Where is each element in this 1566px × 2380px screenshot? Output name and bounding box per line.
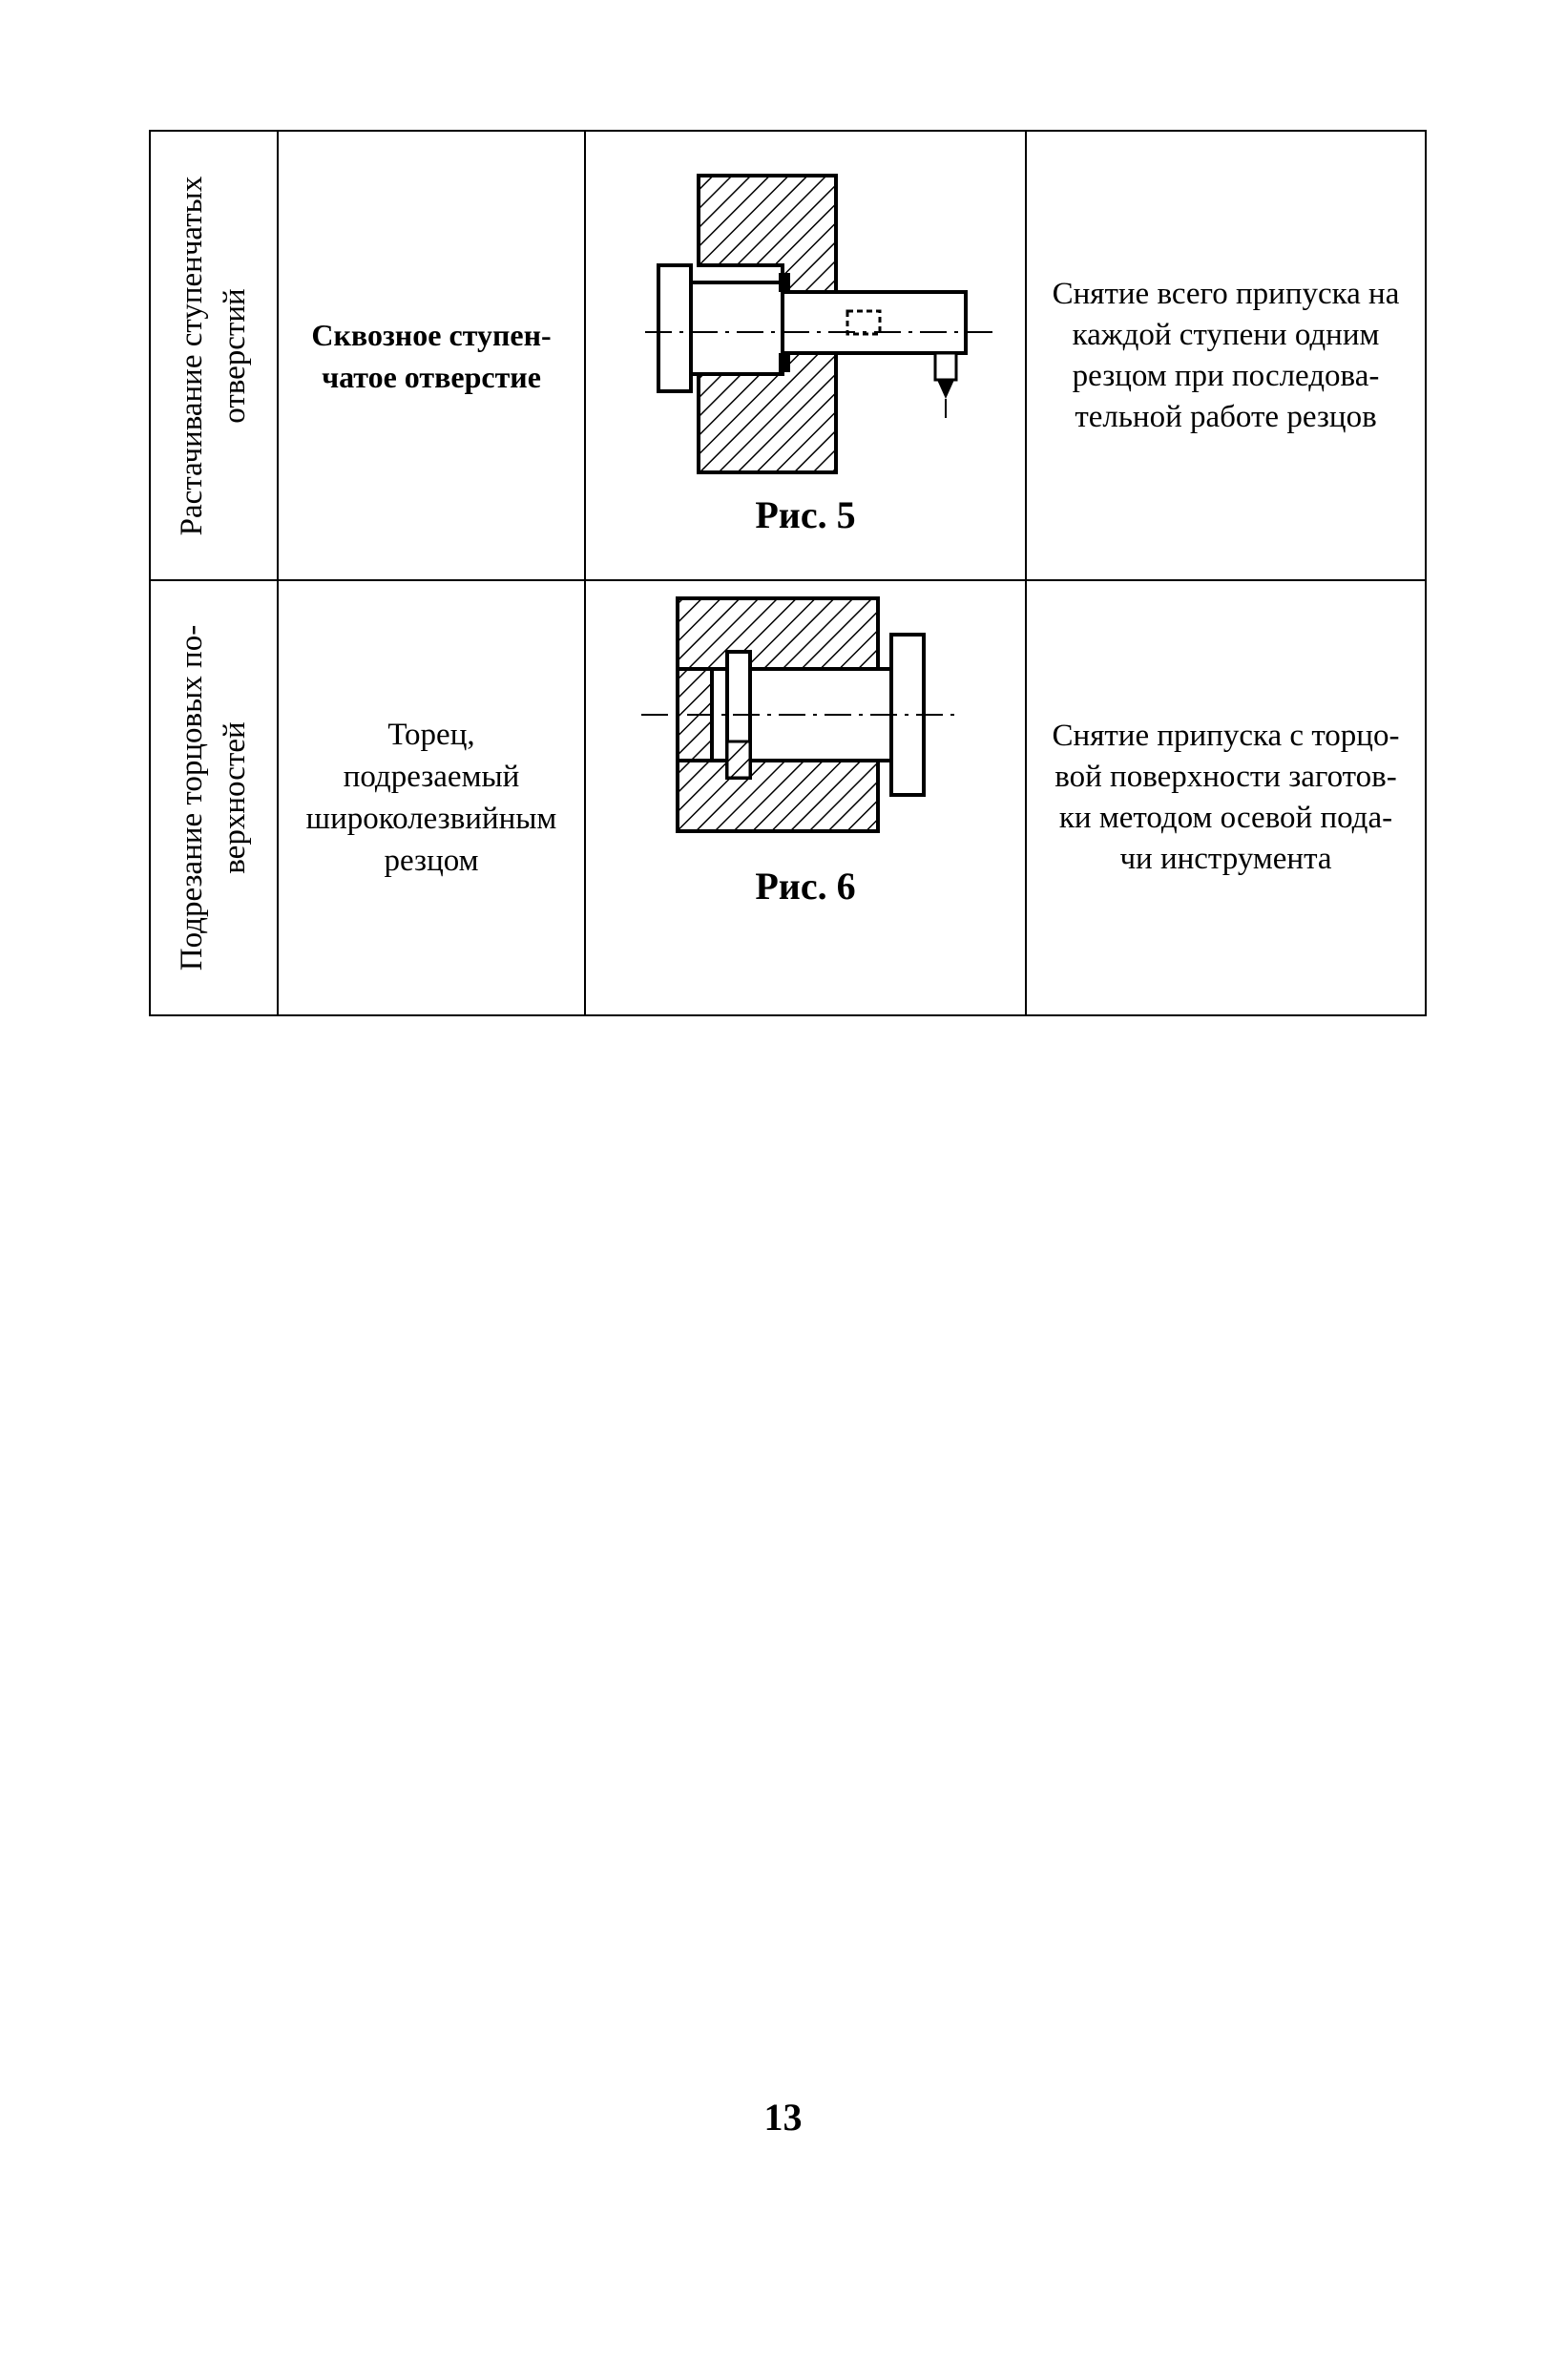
surface-cell bbox=[278, 580, 585, 1015]
operations-table bbox=[149, 130, 1427, 1016]
figure-caption: Рис. 5 bbox=[755, 493, 856, 536]
table-row bbox=[150, 131, 1426, 580]
process-cell bbox=[150, 131, 278, 580]
description-text: Снятие всего припуска на каждой ступени одним резцом при последова- тельной работе резцов bbox=[1052, 276, 1400, 434]
table-row bbox=[150, 580, 1426, 1015]
process-cell bbox=[150, 580, 278, 1015]
process-label: Подрезание торцовых по- верхностей bbox=[175, 624, 252, 971]
process-label: Растачивание ступенчатых отверстий bbox=[175, 176, 252, 535]
description-cell bbox=[1026, 580, 1426, 1015]
surface-label: Торец, подрезаемый широколезвийным резцом bbox=[305, 718, 557, 878]
figure-caption: Рис. 6 bbox=[755, 865, 856, 908]
figure-cell bbox=[585, 131, 1026, 580]
description-cell bbox=[1026, 131, 1426, 580]
figure-cell bbox=[585, 580, 1026, 1015]
surface-label: Сквозное ступен- чатое отверстие bbox=[311, 317, 552, 394]
description-text: Снятие припуска с торцо- вой поверхности заготов- ки методом осевой пода- чи инструмента bbox=[1052, 719, 1400, 876]
page-number: 13 bbox=[763, 2096, 803, 2139]
facing-diagram bbox=[586, 581, 1025, 1014]
surface-cell bbox=[278, 131, 585, 580]
